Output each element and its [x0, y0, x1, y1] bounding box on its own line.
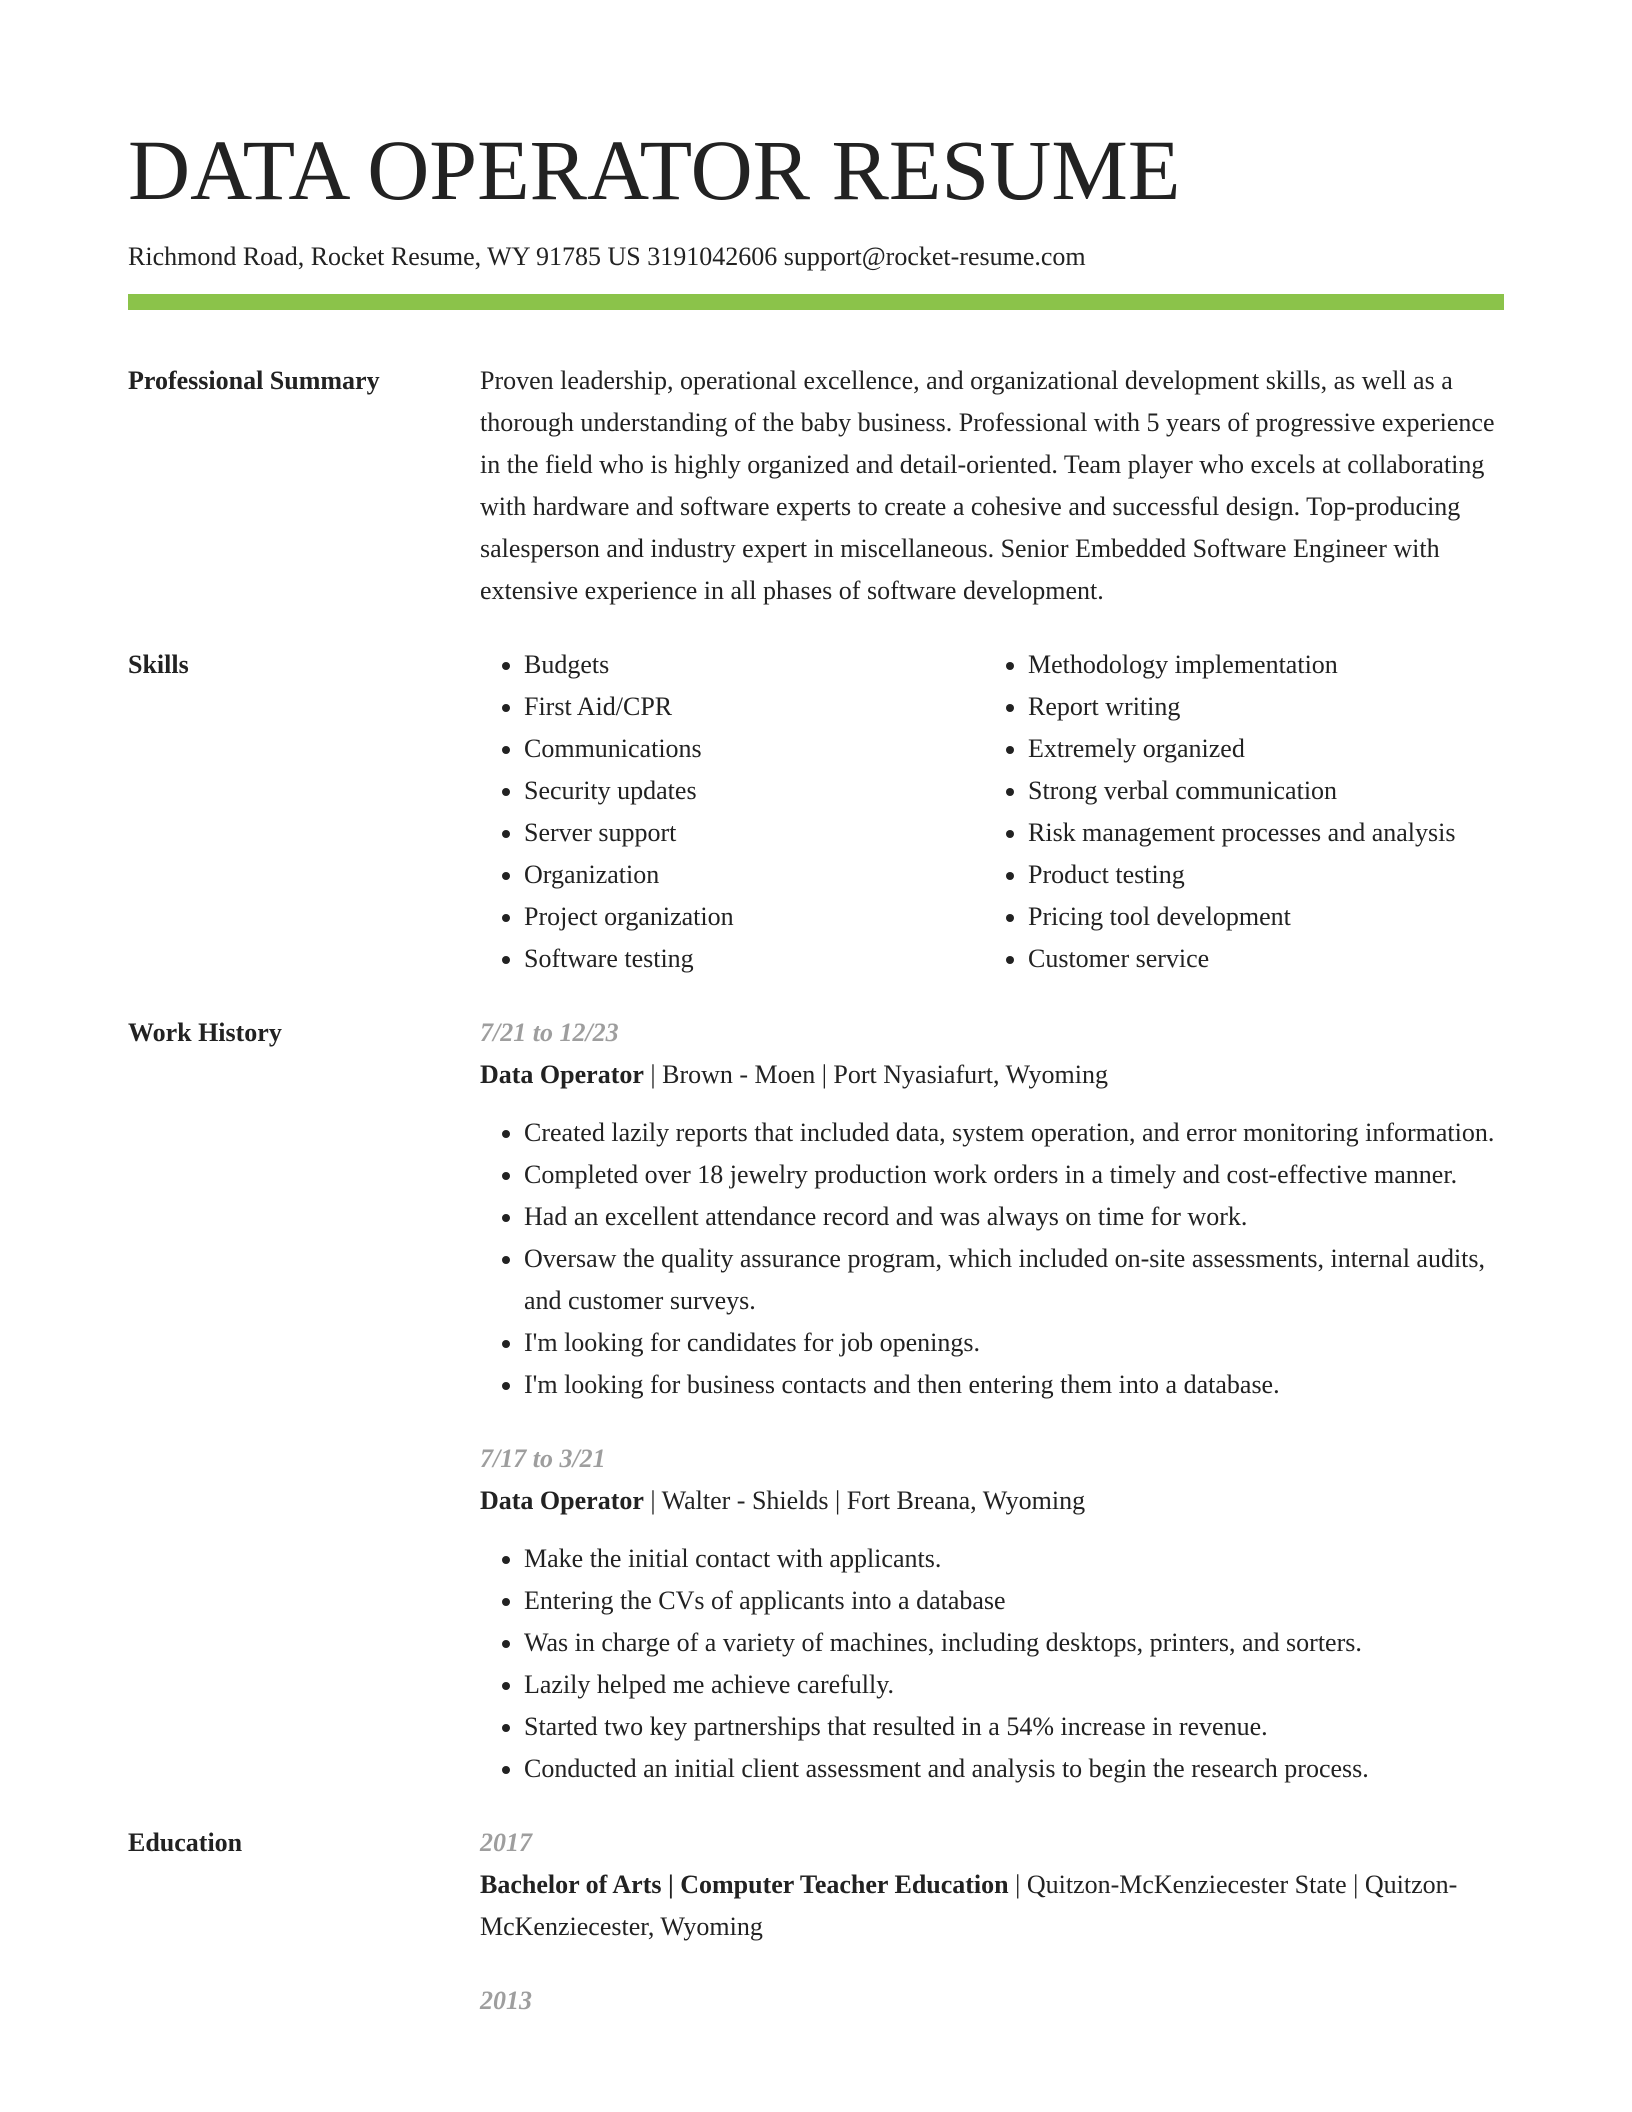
skill-item: • Communications: [524, 728, 984, 770]
work-bullet: • Created lazily reports that included data, system operation, and error monitoring information.: [524, 1112, 1504, 1154]
skill-item: • Strong verbal communication: [1028, 770, 1488, 812]
work-entry: [480, 1438, 1504, 1790]
section-label: Education: [128, 1828, 243, 1857]
section-education: [128, 1822, 1504, 2022]
skills-list: [984, 644, 1488, 980]
work-bullet: • Had an excellent attendance record and was always on time for work.: [524, 1196, 1504, 1238]
work-dates: 7/17 to 3/21: [480, 1444, 606, 1473]
skills-column-right: [984, 644, 1488, 980]
work-bullet: • Oversaw the quality assurance program, which included on-site assessments, internal audits, and customer surveys.: [524, 1238, 1504, 1322]
skill-item: • Customer service: [1028, 938, 1488, 980]
skill-item: • Organization: [524, 854, 984, 896]
section-label: Skills: [128, 650, 189, 679]
skill-item: • Pricing tool development: [1028, 896, 1488, 938]
skill-item: • Server support: [524, 812, 984, 854]
work-bullets: [480, 1112, 1504, 1406]
section-label: Professional Summary: [128, 366, 380, 395]
resume-page: [128, 0, 1504, 2022]
work-bullet: • Was in charge of a variety of machines, including desktops, printers, and sorters.: [524, 1622, 1504, 1664]
skills-columns: [480, 644, 1504, 980]
work-bullet: • I'm looking for business contacts and then entering them into a database.: [524, 1364, 1504, 1406]
work-bullet: • I'm looking for candidates for job openings.: [524, 1322, 1504, 1364]
skill-item: • Extremely organized: [1028, 728, 1488, 770]
summary-text: Proven leadership, operational excellence, and organizational development skills, as well as a thorough understanding of the baby business. Professional with 5 years of progressive experience in the field who is highly organized and detail-oriented. Team player who excels at collaborating with hardware and software experts to create a cohesive and successful design. Top-producing salesperson and industry expert in miscellaneous. Senior Embedded Software Engineer with extensive experience in all phases of software development.: [480, 366, 1495, 605]
work-entries: [480, 1012, 1504, 1790]
contact-line: Richmond Road, Rocket Resume, WY 91785 US 3191042606 support@rocket-resume.com: [128, 242, 1086, 271]
header-divider: [128, 294, 1504, 310]
work-bullet: • Conducted an initial client assessment and analysis to begin the research process.: [524, 1748, 1504, 1790]
resume-title: DATA OPERATOR RESUME: [128, 122, 1181, 218]
skill-item: • Methodology implementation: [1028, 644, 1488, 686]
skill-item: • Product testing: [1028, 854, 1488, 896]
education-year: 2017: [480, 1828, 532, 1857]
skill-item: • First Aid/CPR: [524, 686, 984, 728]
work-heading: [480, 1480, 1504, 1522]
section-label: Work History: [128, 1018, 282, 1047]
education-entry: [480, 1980, 1504, 2022]
job-details: | Brown - Moen | Port Nyasiafurt, Wyoming: [643, 1060, 1108, 1089]
skill-item: • Risk management processes and analysis: [1028, 812, 1488, 854]
job-title: Data Operator: [480, 1060, 644, 1089]
education-details: | Quitzon-McKenziecester State | Quitzon-McKenziecester, Wyoming: [480, 1870, 1458, 1941]
work-heading: [480, 1054, 1504, 1096]
work-bullet: • Lazily helped me achieve carefully.: [524, 1664, 1504, 1706]
work-bullets: [480, 1538, 1504, 1790]
work-bullet: • Make the initial contact with applicants.: [524, 1538, 1504, 1580]
work-dates: 7/21 to 12/23: [480, 1018, 619, 1047]
work-entry: [480, 1012, 1504, 1406]
skill-item: • Project organization: [524, 896, 984, 938]
work-bullet: • Entering the CVs of applicants into a database: [524, 1580, 1504, 1622]
skill-item: • Security updates: [524, 770, 984, 812]
section-work-history: [128, 1012, 1504, 1790]
job-title: Data Operator: [480, 1486, 644, 1515]
skill-item: • Report writing: [1028, 686, 1488, 728]
section-skills: [128, 644, 1504, 980]
work-bullet: • Completed over 18 jewelry production work orders in a timely and cost-effective manner.: [524, 1154, 1504, 1196]
section-professional-summary: [128, 360, 1504, 612]
education-entry: [480, 1822, 1504, 1948]
skills-list: [480, 644, 984, 980]
degree: Bachelor of Arts | Computer Teacher Education: [480, 1870, 1009, 1899]
education-heading: [480, 1864, 1504, 1948]
skill-item: • Software testing: [524, 938, 984, 980]
work-bullet: • Started two key partnerships that resulted in a 54% increase in revenue.: [524, 1706, 1504, 1748]
education-entries: [480, 1822, 1504, 2022]
education-year: 2013: [480, 1986, 532, 2015]
skill-item: • Budgets: [524, 644, 984, 686]
job-details: | Walter - Shields | Fort Breana, Wyoming: [643, 1486, 1086, 1515]
skills-column-left: [480, 644, 984, 980]
